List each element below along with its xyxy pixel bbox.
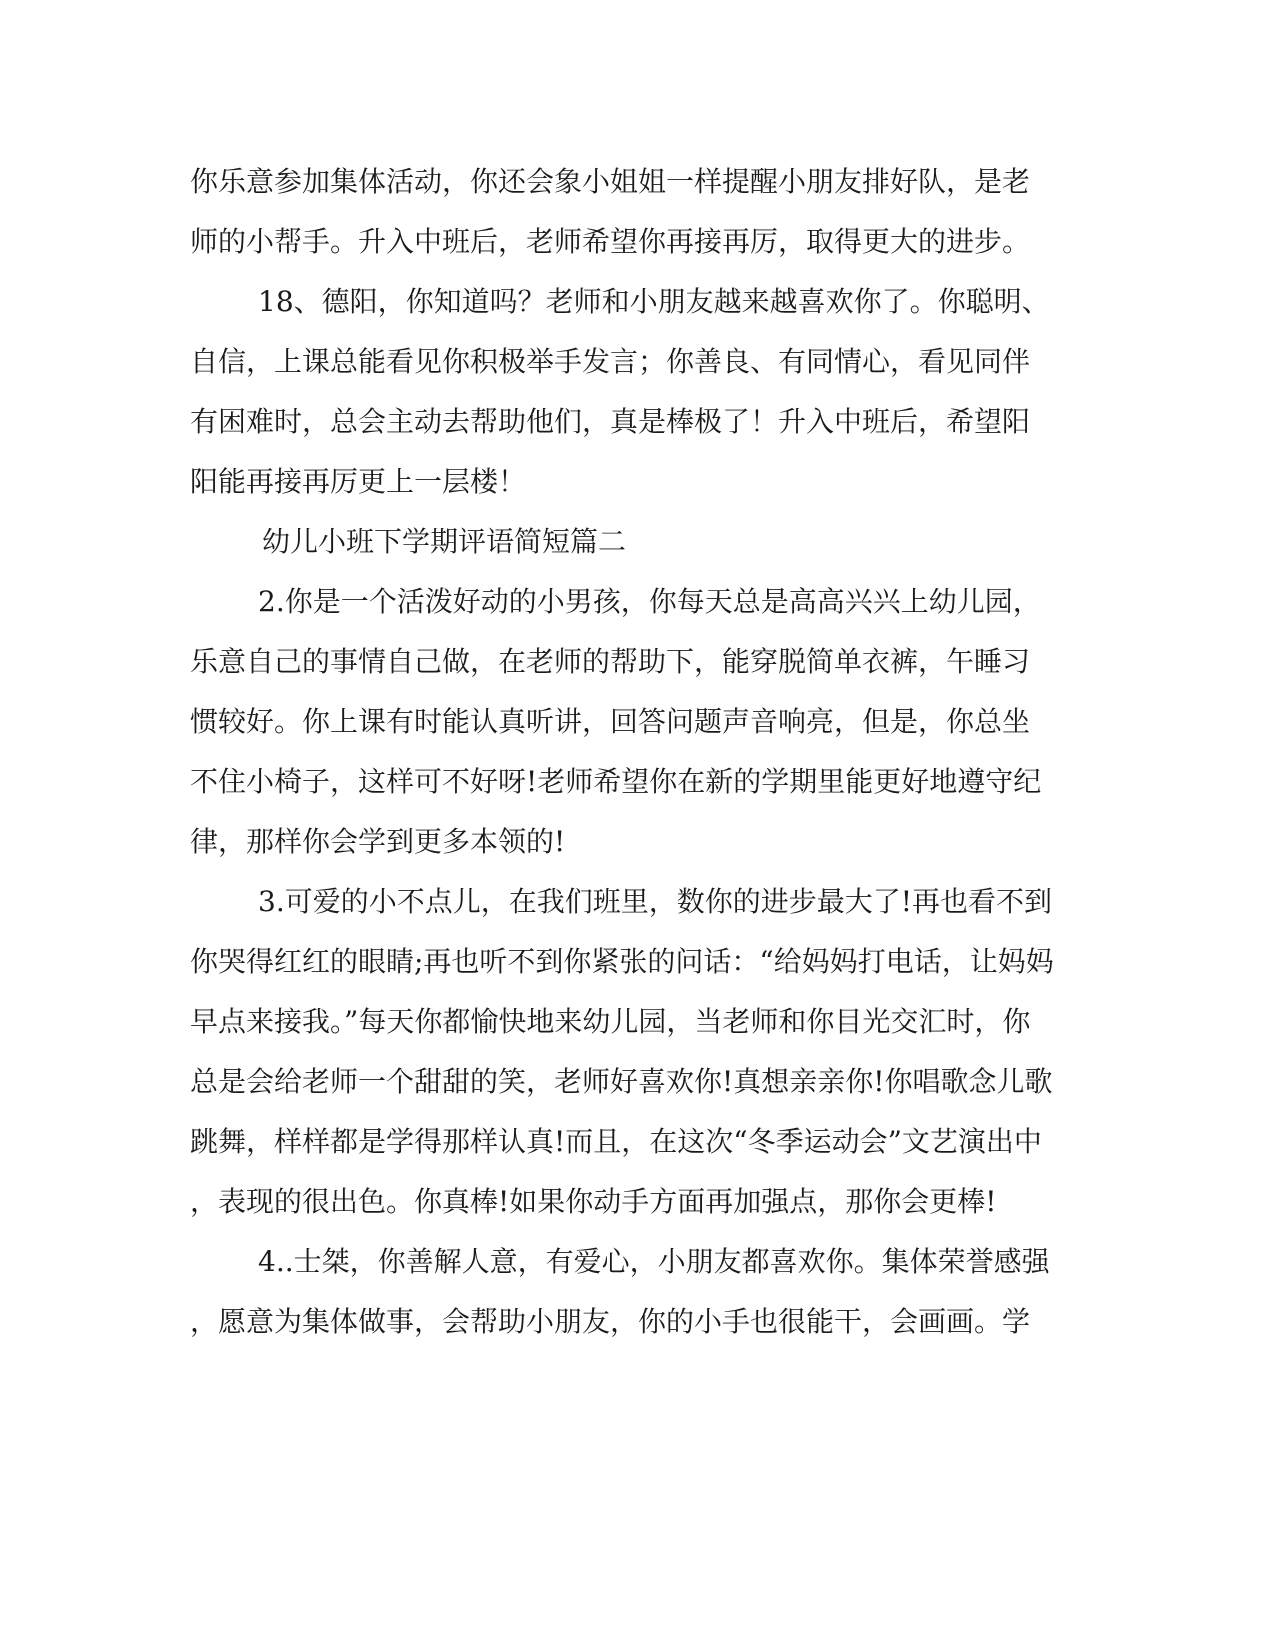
section-heading: 幼儿小班下学期评语简短篇二	[262, 525, 627, 558]
text-line: 你乐意参加集体活动，你还会象小姐姐一样提醒小朋友排好队，是老	[190, 165, 1031, 198]
paragraph-start-line: 4..士桀，你善解人意，有爱心，小朋友都喜欢你。集体荣誉感强	[258, 1245, 1050, 1278]
text-line: 你哭得红红的眼睛;再也听不到你紧张的问话：“给妈妈打电话，让妈妈	[190, 945, 1054, 978]
text-line: 阳能再接再厉更上一层楼！	[190, 465, 527, 498]
paragraph-start-line: 2.你是一个活泼好动的小男孩，你每天总是高高兴兴上幼儿园，	[258, 585, 1041, 618]
text-line: 惯较好。你上课有时能认真听讲，回答问题声音响亮，但是，你总坐	[190, 705, 1031, 738]
paragraph-start-line: 18、德阳，你知道吗？老师和小朋友越来越喜欢你了。你聪明、	[258, 285, 1050, 318]
text-line: 乐意自己的事情自己做，在老师的帮助下，能穿脱简单衣裤，午睡习	[190, 645, 1031, 678]
text-line: 不住小椅子，这样可不好呀!老师希望你在新的学期里能更好地遵守纪	[190, 765, 1042, 798]
text-line: 律，那样你会学到更多本领的!	[190, 825, 566, 858]
text-line: 有困难时，总会主动去帮助他们，真是棒极了！升入中班后，希望阳	[190, 405, 1031, 438]
text-line: ，表现的很出色。你真棒!如果你动手方面再加强点，那你会更棒!	[190, 1185, 997, 1218]
text-line: 总是会给老师一个甜甜的笑，老师好喜欢你!真想亲亲你!你唱歌念儿歌	[190, 1065, 1053, 1098]
paragraph-start-line: 3.可爱的小不点儿，在我们班里，数你的进步最大了!再也看不到	[258, 885, 1052, 918]
text-line: 跳舞，样样都是学得那样认真!而且，在这次“冬季运动会”文艺演出中	[190, 1125, 1042, 1158]
text-line: ，愿意为集体做事，会帮助小朋友，你的小手也很能干，会画画。学	[190, 1305, 1031, 1338]
text-line: 师的小帮手。升入中班后，老师希望你再接再厉，取得更大的进步。	[190, 225, 1031, 258]
text-line: 早点来接我。”每天你都愉快地来幼儿园，当老师和你目光交汇时，你	[190, 1005, 1031, 1038]
text-line: 自信，上课总能看见你积极举手发言；你善良、有同情心，看见同伴	[190, 345, 1031, 378]
